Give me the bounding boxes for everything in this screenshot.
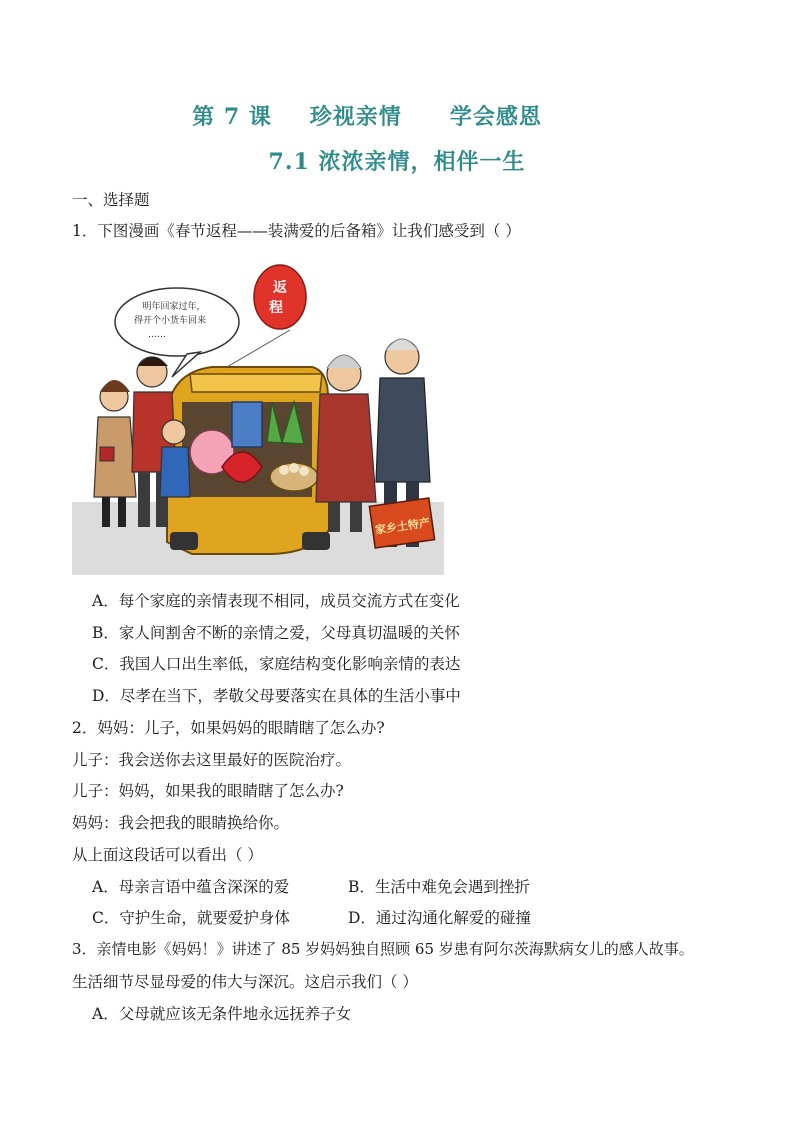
q1-option-a: A．每个家庭的亲情表现不相同，成员交流方式在变化 xyxy=(92,592,460,610)
q1-option-d: D．尽孝在当下，孝敬父母要落实在具体的生活小事中 xyxy=(92,687,461,705)
q1-stem: 1．下图漫画《春节返程——装满爱的后备箱》让我们感受到（ ） xyxy=(72,222,521,240)
cartoon-illustration xyxy=(72,262,444,575)
q2-line-1: 2．妈妈：儿子，如果妈妈的眼睛瞎了怎么办? xyxy=(72,719,385,737)
section-heading: 一、选择题 xyxy=(72,191,150,209)
speech-line-1: 明年回家过年， xyxy=(142,302,206,312)
speech-line-3: …… xyxy=(148,330,166,340)
q2-line-3: 儿子：妈妈，如果我的眼睛瞎了怎么办? xyxy=(72,782,344,800)
q2-option-d: D．通过沟通化解爱的碰撞 xyxy=(348,909,531,927)
q1-option-c: C．我国人口出生率低，家庭结构变化影响亲情的表达 xyxy=(92,655,461,673)
balloon-char-1: 返 xyxy=(273,280,287,296)
title-part-1: 珍视亲情 xyxy=(309,104,402,130)
lesson-subtitle: 7.1 浓浓亲情，相伴一生 xyxy=(268,149,526,175)
q3-line-2: 生活细节尽显母爱的伟大与深沉。这启示我们（ ） xyxy=(72,973,418,991)
q2-option-c: C．守护生命，就要爱护身体 xyxy=(92,909,290,927)
q2-line-5: 从上面这段话可以看出（ ） xyxy=(72,846,263,864)
q2-option-b: B．生活中难免会遇到挫折 xyxy=(348,878,530,896)
balloon-char-2: 程 xyxy=(269,300,283,316)
speech-line-2: 得开个小货车回来 xyxy=(133,316,207,326)
lesson-title xyxy=(0,100,764,131)
q3-option-a: A．父母就应该无条件地永远抚养子女 xyxy=(92,1005,352,1023)
lesson-number: 第 7 课 xyxy=(192,104,272,130)
q1-option-b: B．家人间割舍不断的亲情之爱，父母真切温暖的关怀 xyxy=(92,624,460,642)
title-part-2: 学会感恩 xyxy=(449,104,542,130)
bag-label: 家乡土特产 xyxy=(374,516,431,537)
q3-line-1: 3．亲情电影《妈妈！》讲述了 85 岁妈妈独自照顾 65 岁患有阿尔茨海默病女儿的感人故事。 xyxy=(72,940,694,958)
q2-line-2: 儿子：我会送你去这里最好的医院治疗。 xyxy=(72,751,352,769)
q2-option-a: A．母亲言语中蕴含深深的爱 xyxy=(92,878,290,896)
q2-line-4: 妈妈：我会把我的眼睛换给你。 xyxy=(72,814,290,832)
